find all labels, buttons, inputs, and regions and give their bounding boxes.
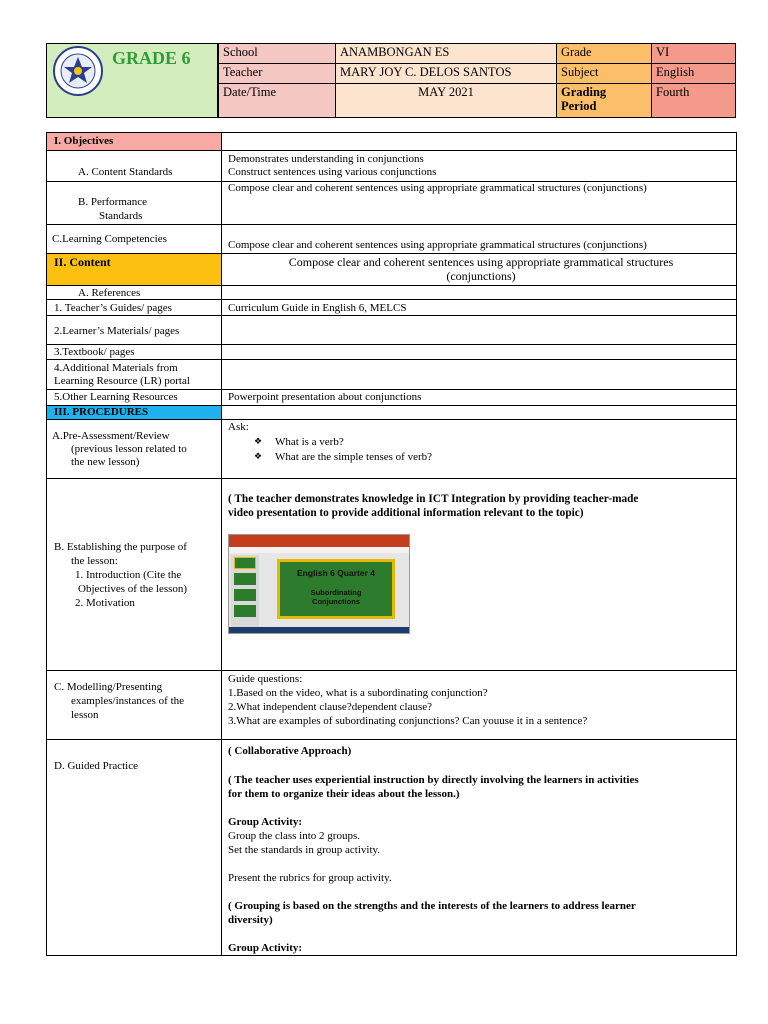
row-divider xyxy=(46,419,737,420)
school-value: ANAMBONGAN ES xyxy=(340,45,450,59)
guide-question-2: 2.What independent clause?dependent clause? xyxy=(228,701,433,713)
guide-questions-heading: Guide questions: xyxy=(228,673,303,685)
row-divider xyxy=(46,224,737,225)
period-label-line2: Period xyxy=(561,99,597,113)
additional-materials-label-line2: Learning Resource (LR) portal xyxy=(54,375,190,387)
group-activity-heading: Group Activity: xyxy=(228,816,303,828)
pre-assessment-label-line3: the new lesson) xyxy=(71,456,140,468)
pre-assessment-question-2: What are the simple tenses of verb? xyxy=(275,451,432,463)
row-divider xyxy=(46,478,737,479)
group-activity-line2: Set the standards in group activity. xyxy=(228,844,381,856)
textbook-label: 3.Textbook/ pages xyxy=(54,346,135,358)
pre-assessment-ask: Ask: xyxy=(228,421,249,433)
period-label-line1: Grading xyxy=(561,85,607,99)
subject-label: Subject xyxy=(561,65,599,79)
diamond-bullet-icon: ❖ xyxy=(254,437,263,447)
grade-value-cell xyxy=(651,43,736,64)
grade-value: VI xyxy=(656,45,670,59)
subject-value-cell xyxy=(651,63,736,84)
school-label-cell xyxy=(218,43,336,64)
subject-value: English xyxy=(656,65,695,79)
school-value-cell xyxy=(335,43,557,64)
guide-question-1: 1.Based on the video, what is a subordinating conjunction? xyxy=(228,687,488,699)
grade-label-cell xyxy=(556,43,652,64)
experiential-note-line2: for them to organize their ideas about the lesson.) xyxy=(228,788,460,800)
slide-subtitle-line2: Conjunctions xyxy=(312,597,360,606)
teachers-guide-label: 1. Teacher’s Guides/ pages xyxy=(54,302,172,314)
deped-seal-icon xyxy=(52,45,104,97)
modelling-label-line1: C. Modelling/Presenting xyxy=(54,681,163,693)
slide-thumb xyxy=(234,573,256,585)
guide-question-3: 3.What are examples of subordinating conjunctions? Can youuse it in a sentence? xyxy=(228,715,588,727)
slide-thumb xyxy=(234,589,256,601)
row-divider xyxy=(46,150,737,151)
school-label: School xyxy=(223,45,258,59)
datetime-label: Date/Time xyxy=(223,85,277,99)
purpose-label-line3: 1. Introduction (Cite the xyxy=(75,569,182,581)
learning-competencies-value: Compose clear and coherent sentences using appropriate grammatical structures (conjunctions) xyxy=(228,239,647,251)
datetime-value: MAY 2021 xyxy=(418,85,474,99)
period-value-cell xyxy=(651,83,736,118)
row-divider xyxy=(46,344,737,345)
group-activity-line1: Group the class into 2 groups. xyxy=(228,830,360,842)
teachers-guide-value: Curriculum Guide in English 6, MELCS xyxy=(228,302,407,314)
ppt-ribbon xyxy=(229,535,409,547)
content-standards-line1: Demonstrates understanding in conjunctions xyxy=(228,153,424,165)
slide-thumb xyxy=(234,557,256,569)
collaborative-approach: ( Collaborative Approach) xyxy=(228,745,352,757)
teacher-value-cell xyxy=(335,63,557,84)
content-value-line2: (conjunctions) xyxy=(446,269,516,283)
datetime-label-cell xyxy=(218,83,336,118)
teacher-label: Teacher xyxy=(223,65,263,79)
ppt-main-slide xyxy=(277,559,395,619)
ict-note-line2: video presentation to provide additional information relevant to the topic) xyxy=(228,507,584,519)
pre-assessment-label-line1: A.Pre-Assessment/Review xyxy=(52,430,170,442)
ppt-taskbar xyxy=(229,627,409,633)
datetime-value-cell xyxy=(335,83,557,118)
ppt-toolbar xyxy=(229,547,409,553)
content-standards-label: A. Content Standards xyxy=(78,166,173,178)
row-divider xyxy=(46,315,737,316)
row-divider xyxy=(46,299,737,300)
modelling-label-line2: examples/instances of the xyxy=(71,695,185,707)
ict-note-line1: ( The teacher demonstrates knowledge in ICT Integration by providing teacher-made xyxy=(228,493,639,505)
row-divider xyxy=(46,285,737,286)
slide-title: English 6 Quarter 4 xyxy=(297,568,375,578)
purpose-label-line2: the lesson: xyxy=(71,555,118,567)
pre-assessment-label-line2: (previous lesson related to xyxy=(71,443,187,455)
teacher-value: MARY JOY C. DELOS SANTOS xyxy=(340,65,512,79)
performance-standards-label-line1: B. Performance xyxy=(78,196,148,208)
content-value-line1: Compose clear and coherent sentences using appropriate grammatical structures xyxy=(288,255,674,269)
video-presentation-thumbnail[interactable] xyxy=(228,534,410,634)
content-standards-line2: Construct sentences using various conjunctions xyxy=(228,166,437,178)
ppt-slide-panel xyxy=(231,555,259,627)
period-label-cell xyxy=(556,83,652,118)
table-column-divider xyxy=(221,132,222,956)
purpose-label-line4: Objectives of the lesson) xyxy=(78,583,188,595)
learners-materials-label: 2.Learner’s Materials/ pages xyxy=(54,325,180,337)
purpose-label-line5: 2. Motivation xyxy=(75,597,135,609)
row-divider xyxy=(46,670,737,671)
other-resources-value: Powerpoint presentation about conjunctions xyxy=(228,391,422,403)
content-heading: II. Content xyxy=(54,255,111,269)
guided-practice-label: D. Guided Practice xyxy=(54,760,138,772)
grouping-note-line1: ( Grouping is based on the strengths and the interests of the learners to address learner xyxy=(228,900,636,912)
group-activity-line3: Present the rubrics for group activity. xyxy=(228,872,392,884)
experiential-note-line1: ( The teacher uses experiential instruction by directly involving the learners in activities xyxy=(228,774,639,786)
slide-thumb xyxy=(234,605,256,617)
pre-assessment-question-1: What is a verb? xyxy=(275,436,344,448)
additional-materials-label-line1: 4.Additional Materials from xyxy=(54,362,178,374)
learning-competencies-label: C.Learning Competencies xyxy=(52,233,167,245)
objectives-heading: I. Objectives xyxy=(54,135,114,147)
references-heading: A. References xyxy=(78,287,141,299)
performance-standards-value: Compose clear and coherent sentences using appropriate grammatical structures (conjunctions) xyxy=(228,182,647,194)
row-divider xyxy=(46,389,737,390)
other-resources-label: 5.Other Learning Resources xyxy=(54,391,178,403)
grade-label: Grade xyxy=(561,45,592,59)
grouping-note-line2: diversity) xyxy=(228,914,273,926)
row-divider xyxy=(46,359,737,360)
teacher-label-cell xyxy=(218,63,336,84)
group-activity-heading-2: Group Activity: xyxy=(228,942,303,954)
purpose-label-line1: B. Establishing the purpose of xyxy=(54,541,187,553)
performance-standards-label-line2: Standards xyxy=(99,210,143,222)
modelling-label-line3: lesson xyxy=(71,709,99,721)
diamond-bullet-icon: ❖ xyxy=(254,452,263,462)
subject-label-cell xyxy=(556,63,652,84)
row-divider xyxy=(46,739,737,740)
slide-subtitle-line1: Subordinating xyxy=(310,588,362,597)
procedures-heading: III. PROCEDURES xyxy=(54,406,149,418)
grade-title: GRADE 6 xyxy=(112,48,191,68)
period-value: Fourth xyxy=(656,85,690,99)
